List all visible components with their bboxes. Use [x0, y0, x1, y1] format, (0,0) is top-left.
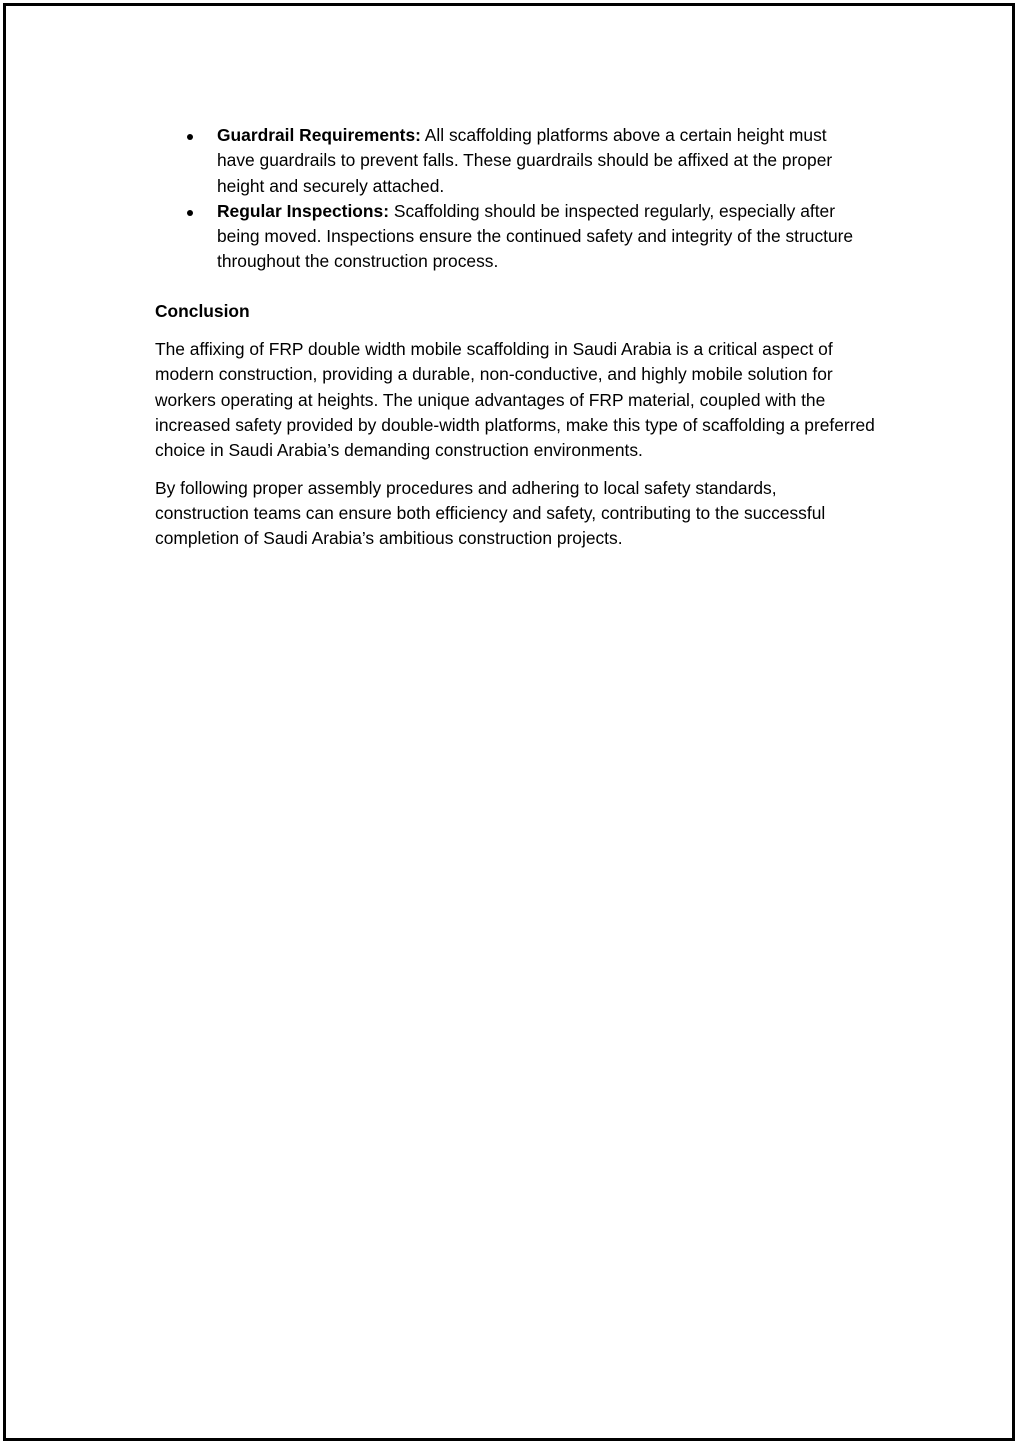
bullet-icon — [187, 134, 193, 140]
section-heading-conclusion: Conclusion — [155, 300, 250, 321]
bullet-text: All scaffolding platforms above a certain height must have guardrails to prevent falls. These guardrails should be affixed at the proper height and securely attached. — [217, 125, 833, 196]
bullet-item-regular-inspections — [155, 199, 857, 275]
bullet-list — [155, 123, 875, 275]
conclusion-paragraph: By following proper assembly procedures and adhering to local safety standards, construction teams can ensure both efficiency and safety, contributing to the successful completion of Saudi Arabia’s ambitious construction projects. — [155, 477, 826, 549]
bullet-icon — [187, 210, 193, 216]
bullet-item-guardrail-requirements — [155, 123, 857, 199]
bullet-lead: Regular Inspections: — [217, 200, 390, 221]
document-body — [155, 123, 875, 551]
bullet-lead: Guardrail Requirements: — [217, 125, 421, 145]
conclusion-paragraph: The affixing of FRP double width mobile scaffolding in Saudi Arabia is a critical aspect of modern construction, providing a durable, non-conductive, and highly mobile solution for workers operating at heights. The unique advantages of FRP material, coupled with the increased safety provided by double-width platforms, make this type of scaffolding a preferred choice in Saudi Arabia’s demanding construction environments. — [155, 339, 875, 461]
bullet-text: Scaffolding should be inspected regularly, especially after being moved. Inspections ensure the continued safety and integrity of the structure throughout the construction process. — [217, 200, 854, 272]
